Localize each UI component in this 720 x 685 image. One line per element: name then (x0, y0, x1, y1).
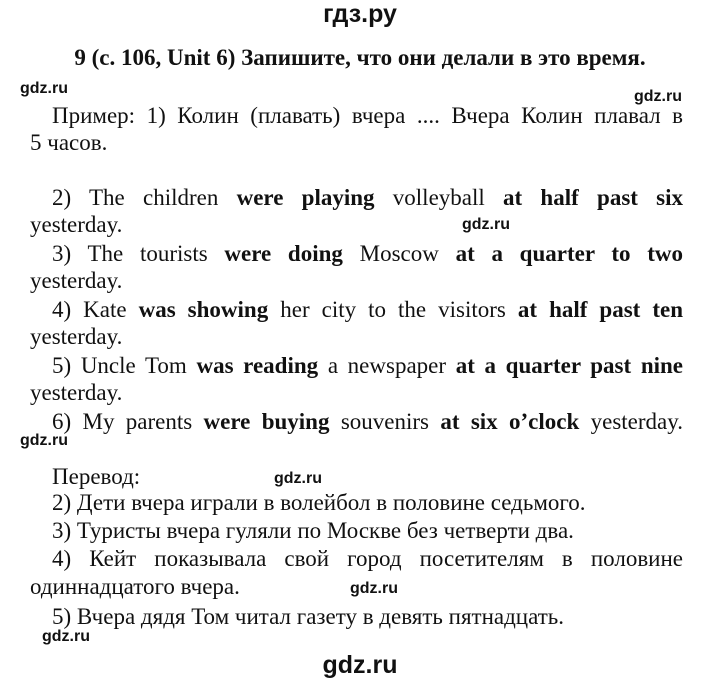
watermark: gdz.ru (20, 80, 68, 97)
watermark: gdz.ru (42, 628, 90, 645)
watermark: gdz.ru (462, 216, 510, 233)
example-line: Пример: 1) Колин (плавать) вчера .... Вчера Колин плавал в (52, 103, 683, 128)
translation-line: 4) Кейт показывала свой город посетителям в половине (52, 546, 683, 571)
answer-end: yesterday. (30, 268, 123, 293)
answer-object: a newspaper (318, 353, 456, 378)
answer-subject: 2) The children (52, 185, 237, 210)
answer-subject: 6) My parents (52, 409, 204, 434)
answer-object: Moscow (342, 241, 456, 266)
answer-subject: 5) Uncle Tom (52, 353, 197, 378)
answer-time: at six o’clock (440, 409, 580, 434)
answer-subject: 4) Kate (52, 297, 139, 322)
watermark: gdz.ru (634, 88, 682, 105)
answer-line (52, 241, 683, 267)
site-footer: gdz.ru (322, 651, 398, 679)
answer-end: yesterday. (579, 409, 683, 434)
example-line: 5 часов. (30, 130, 108, 155)
answer-time: at a quarter to two (455, 241, 683, 266)
answer-verb: were playing (236, 185, 375, 210)
answer-verb: were doing (224, 241, 343, 266)
task-title: 9 (с. 106, Unit 6) Запишите, что они делали в это время. (74, 45, 646, 70)
answer-object: souvenirs (329, 409, 441, 434)
answer-time: at a quarter past nine (455, 353, 683, 378)
answer-end: yesterday. (30, 380, 123, 405)
translation-heading: Перевод: (52, 464, 141, 489)
watermark: gdz.ru (20, 432, 68, 449)
answer-line (52, 297, 683, 323)
answer-end: yesterday. (30, 324, 123, 349)
answer-verb: were buying (203, 409, 330, 434)
site-header: гдз.ру (323, 0, 397, 28)
watermark: gdz.ru (274, 470, 322, 487)
answer-line (52, 353, 683, 379)
translation-line: 3) Туристы вчера гуляли по Москве без четверти два. (52, 518, 574, 543)
translation-line: одиннадцатого вчера. (30, 574, 240, 599)
answer-verb: was reading (196, 353, 319, 378)
translation-line: 5) Вчера дядя Том читал газету в девять пятнадцать. (52, 604, 565, 629)
answer-end: yesterday. (30, 212, 123, 237)
answer-line (52, 409, 683, 435)
answer-verb: was showing (138, 297, 269, 322)
answer-time: at half past six (503, 185, 684, 210)
answer-line (52, 185, 683, 211)
watermark: gdz.ru (350, 580, 398, 597)
answer-subject: 3) The tourists (52, 241, 225, 266)
answer-object: her city to the visitors (268, 297, 518, 322)
translation-line: 2) Дети вчера играли в волейбол в половине седьмого. (52, 490, 586, 515)
answer-object: volleyball (374, 185, 504, 210)
answer-time: at half past ten (517, 297, 683, 322)
